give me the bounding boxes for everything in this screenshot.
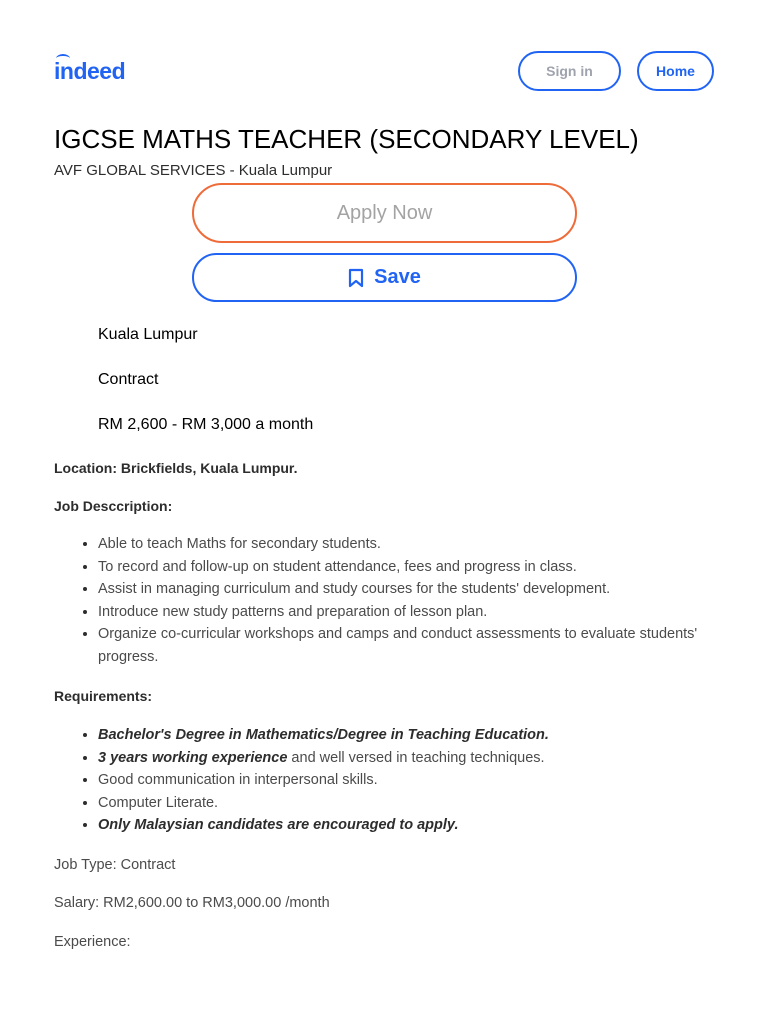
save-button[interactable] xyxy=(192,253,577,302)
job-type: Contract xyxy=(98,371,159,388)
list-item: • To record and follow-up on student attendance, fees and progress in class. xyxy=(98,556,738,579)
apply-now-label: Apply Now xyxy=(336,201,433,224)
location-detail: Location: Brickfields, Kuala Lumpur. xyxy=(54,460,298,476)
sign-in-button[interactable] xyxy=(518,51,621,91)
home-label: Home xyxy=(656,63,695,79)
home-button[interactable] xyxy=(637,51,714,91)
requirement-degree: Bachelor's Degree in Mathematics/Degree in Teaching Education. xyxy=(98,727,549,743)
list-item: • Introduce new study patterns and preparation of lesson plan. xyxy=(98,601,738,624)
list-item: • Computer Literate. xyxy=(98,792,738,815)
job-description-list xyxy=(54,533,738,669)
job-title: IGCSE MATHS TEACHER (SECONDARY LEVEL) xyxy=(54,124,639,154)
list-item: • Able to teach Maths for secondary students. xyxy=(98,533,738,556)
job-description-heading: Job Desccription: xyxy=(54,498,173,514)
list-item xyxy=(98,814,738,837)
job-salary: RM 2,600 - RM 3,000 a month xyxy=(98,416,314,433)
list-item: • Assist in managing curriculum and study courses for the students' development. xyxy=(98,578,738,601)
list-item xyxy=(98,724,738,747)
company-location-line: AVF GLOBAL SERVICES - Kuala Lumpur xyxy=(54,162,333,179)
list-item: • Good communication in interpersonal skills. xyxy=(98,769,738,792)
salary-line: Salary: RM2,600.00 to RM3,000.00 /month xyxy=(54,895,330,911)
requirements-heading: Requirements: xyxy=(54,688,153,704)
save-label: Save xyxy=(374,266,421,288)
indeed-logo[interactable] xyxy=(54,52,125,90)
requirement-experience-bold: 3 years working experience xyxy=(98,749,288,766)
sign-in-label: Sign in xyxy=(546,63,593,79)
logo-swoosh-icon xyxy=(56,54,70,63)
job-type-line: Job Type: Contract xyxy=(54,857,176,873)
apply-now-button[interactable] xyxy=(192,183,577,243)
experience-line: Experience: xyxy=(54,934,131,950)
list-item xyxy=(98,747,738,770)
list-item: • Organize co-curricular workshops and camps and conduct assessments to evaluate students' progress. xyxy=(98,623,738,668)
requirement-experience-rest: and well versed in teaching techniques. xyxy=(287,749,545,766)
requirements-list xyxy=(54,724,738,837)
bookmark-icon xyxy=(348,268,364,288)
job-location: Kuala Lumpur xyxy=(98,326,198,343)
logo-text: indeed xyxy=(54,58,126,84)
site-header xyxy=(0,0,768,110)
requirement-nationality: Only Malaysian candidates are encouraged to apply. xyxy=(98,817,459,834)
